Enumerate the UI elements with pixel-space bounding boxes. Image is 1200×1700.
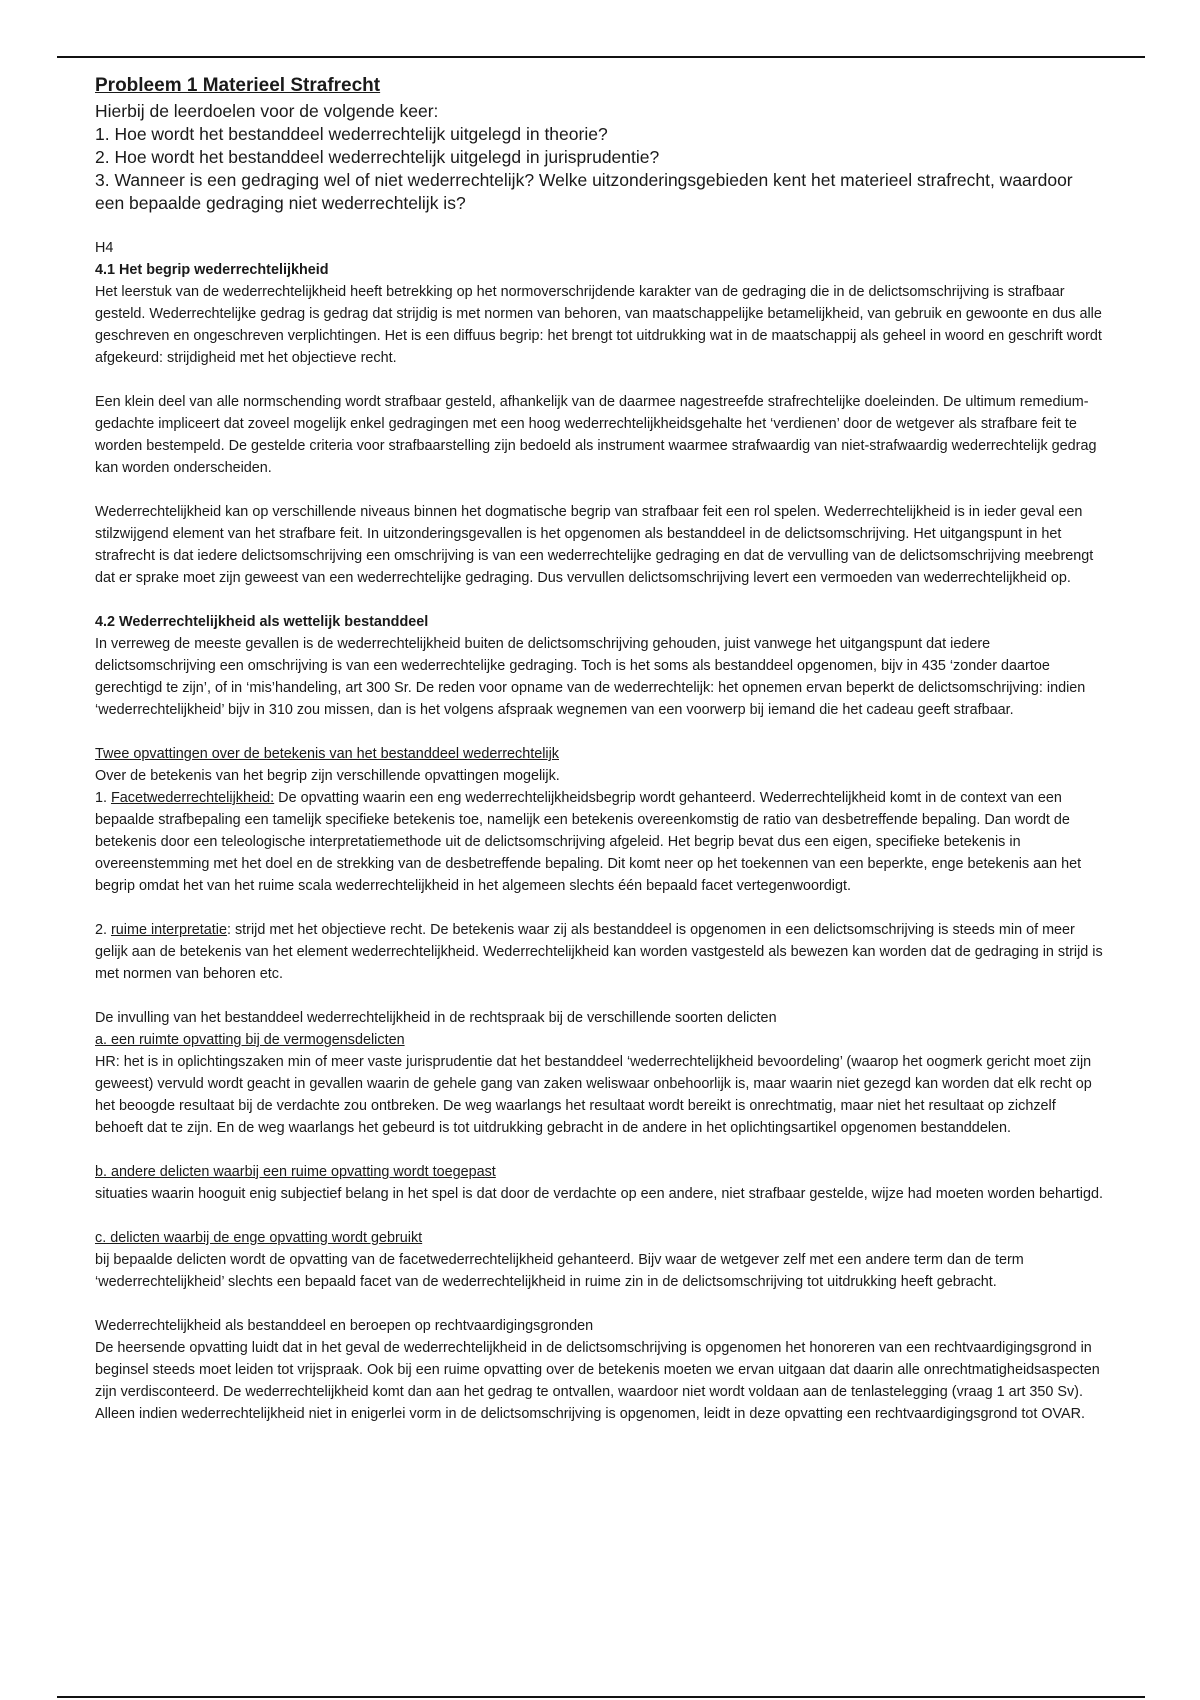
paragraph: bij bepaalde delicten wordt de opvatting van de facetwederrechtelijkheid gehanteerd. Bijv waar de wetgever zelf met een andere term dan de term ‘wederrechtelijkheid’ slechts een bepaald facet van de wederrechtelijkheid in ruime zin in de delictsomschrijving tot uitdrukking heeft gebracht. (95, 1252, 1024, 1290)
view-1-text: De opvatting waarin een eng wederrechtelijkheidsbegrip wordt gehanteerd. Wederrechtelijkheid komt in de context van een bepaalde strafbepaling een tamelijk specifieke betekenis toe, namelijk een betekenis overeenkomstig de ratio van desbetreffende bepaling. Dan wordt de betekenis door een teleologische interpretatiemethode uit de delictsomschrijving afgeleid. Het begrip bevat dus een eigen, specifieke betekenis in overeenstemming met het doel en de strekking van de desbetreffende bepaling. Dit komt neer op het toekennen van een beperkte, enge betekenis aan het begrip omdat het van het ruime scala wederrechtelijkheid in het algemeen slechts één bepaald facet vertegenwoordigt. (95, 790, 1082, 894)
document-title: Probleem 1 Materieel Strafrecht (95, 75, 381, 96)
paragraph: Over de betekenis van het begrip zijn verschillende opvattingen mogelijk. (95, 768, 560, 784)
subheading-two-views: Twee opvattingen over de betekenis van het bestanddeel wederrechtelijk (95, 746, 559, 762)
view-2-paragraph (95, 919, 1105, 985)
subheading-a: a. een ruimte opvatting bij de vermogensdelicten (95, 1032, 405, 1048)
section-heading-4-2: 4.2 Wederrechtelijkheid als wettelijk bestanddeel (95, 614, 429, 630)
goal-item: 3. Wanneer is een gedraging wel of niet wederrechtelijk? Welke uitzonderingsgebieden kent het materieel strafrecht, waardoor een bepaalde gedraging niet wederrechtelijk is? (95, 170, 1073, 213)
document-page (95, 74, 1105, 1425)
view-2-term: ruime interpretatie (111, 922, 227, 938)
paragraph: Een klein deel van alle normschending wordt strafbaar gesteld, afhankelijk van de daarmee nagestreefde strafrechtelijke doeleinden. De ultimum remedium-gedachte impliceert dat zoveel mogelijk enkel gedragingen met een hoog wederrechtelijkheidsgehalte het ‘verdienen’ door de wetgever als strafbare feit te worden bestempeld. De gestelde criteria voor strafbaarstelling zijn bedoeld als instrument waarmee strafwaardig van niet-strafwaardig wederrechtelijk gedrag kan worden onderscheiden. (95, 394, 1097, 476)
case-law-intro: De invulling van het bestanddeel wederrechtelijkheid in de rechtspraak bij de verschillende soorten delicten (95, 1010, 777, 1026)
section-heading-4-1: 4.1 Het begrip wederrechtelijkheid (95, 262, 329, 278)
view-1-number: 1. (95, 790, 111, 806)
goal-item: 1. Hoe wordt het bestanddeel wederrechtelijk uitgelegd in theorie? (95, 124, 608, 144)
paragraph: In verreweg de meeste gevallen is de wederrechtelijkheid buiten de delictsomschrijving gehouden, juist vanwege het uitgangspunt dat iedere delictsomschrijving een omschrijving is van een wederrechtelijke gedraging. Toch is het soms als bestanddeel opgenomen, bijv in 435 ‘zonder daartoe gerechtigd te zijn’, of in ‘mis’handeling, art 300 Sr. De reden voor opname van de wederrechtelijk: het opnemen ervan beperkt de delictsomschrijving: indien ‘wederrechtelijkheid’ bijv in 310 zou missen, dan is het volgens afspraak wegnemen van een voorwerp bij iemand die het cadeau geeft strafbaar. (95, 636, 1086, 718)
justification-heading: Wederrechtelijkheid als bestanddeel en beroepen op rechtvaardigingsgronden (95, 1318, 594, 1334)
view-1-term: Facetwederrechtelijkheid: (111, 790, 275, 806)
bottom-rule (57, 1696, 1145, 1698)
learning-goals (95, 100, 1105, 215)
paragraph: Het leerstuk van de wederrechtelijkheid heeft betrekking op het normoverschrijdende karakter van de gedraging die in de delictsomschrijving is strafbaar gesteld. Wederrechtelijke gedrag is gedrag dat strijdig is met normen van behoren, van maatschappelijke betamelijkheid, van gebruik en gewoonte en dus alle geschreven en ongeschreven verplichtingen. Het is een diffuus begrip: het brengt tot uitdrukking wat in de maatschappij als geheel in woord en geschrift wordt afgekeurd: strijdigheid met het objectieve recht. (95, 284, 1102, 366)
view-2-number: 2. (95, 922, 111, 938)
view-2-text: : strijd met het objectieve recht. De betekenis waar zij als bestanddeel is opgenomen in een delictsomschrijving is steeds min of meer gelijk aan de betekenis van het element wederrechtelijkheid. Wederrechtelijkheid kan worden vastgesteld als bewezen kan worden dat de gedraging in strijd is met normen van behoren etc. (95, 922, 1103, 982)
goal-item: 2. Hoe wordt het bestanddeel wederrechtelijk uitgelegd in jurisprudentie? (95, 147, 660, 167)
paragraph: situaties waarin hooguit enig subjectief belang in het spel is dat door de verdachte op een andere, niet strafbaar gestelde, wijze had moeten worden behartigd. (95, 1186, 1103, 1202)
paragraph: HR: het is in oplichtingszaken min of meer vaste jurisprudentie dat het bestanddeel ‘wederrechtelijkheid bevoordeling’ (waarop het oogmerk gericht moet zijn geweest) vervuld wordt geacht in gevallen waarin de gehele gang van zaken weliswaar onbehoorlijk is, maar waarin niet gezegd kan worden dat elk recht op het beoogde resultaat bij de verdachte zou ontbreken. De weg waarlangs het resultaat wordt bereikt is onrechtmatig, maar niet het resultaat op zichzelf behoeft dat te zijn. En de weg waarlangs het gebeurd is tot uitdrukking gebracht in de andere in het oplichtingsartikel opgenomen bestanddelen. (95, 1054, 1092, 1136)
subheading-b: b. andere delicten waarbij een ruime opvatting wordt toegepast (95, 1164, 496, 1180)
paragraph: De heersende opvatting luidt dat in het geval de wederrechtelijkheid in de delictsomschrijving is opgenomen het honoreren van een rechtvaardigingsgrond in beginsel steeds moet leiden tot vrijspraak. Ook bij een ruime opvatting over de betekenis moeten we ervan uitgaan dat daarin alle onrechtmatigheidsaspecten zijn verdisconteerd. De wederrechtelijkheid komt dan aan het gedrag te ontvallen, waardoor niet wordt voldaan aan de tenlastelegging (vraag 1 art 350 Sv). Alleen indien wederrechtelijkheid niet in enigerlei vorm in de delictsomschrijving is opgenomen, leidt in deze opvatting een rechtvaardigingsgrond tot OVAR. (95, 1340, 1100, 1422)
goals-intro: Hierbij de leerdoelen voor de volgende keer: (95, 101, 439, 121)
paragraph: Wederrechtelijkheid kan op verschillende niveaus binnen het dogmatische begrip van strafbaar feit een rol spelen. Wederrechtelijkheid is in ieder geval een stilzwijgend element van het strafbare feit. In uitzonderingsgevallen is het opgenomen als bestanddeel in de delictsomschrijving. Het uitgangspunt in het strafrecht is dat iedere delictsomschrijving een omschrijving is van een wederrechtelijke gedraging en dat de vervulling van de delictsomschrijving meebrengt dat er sprake moet zijn geweest van een wederrechtelijke gedraging. Dus vervullen delictsomschrijving levert een vermoeden van wederrechtelijkheid op. (95, 504, 1094, 586)
chapter-label: H4 (95, 240, 114, 256)
subheading-c: c. delicten waarbij de enge opvatting wordt gebruikt (95, 1230, 423, 1246)
view-1-paragraph (95, 787, 1105, 897)
top-rule (57, 56, 1145, 58)
